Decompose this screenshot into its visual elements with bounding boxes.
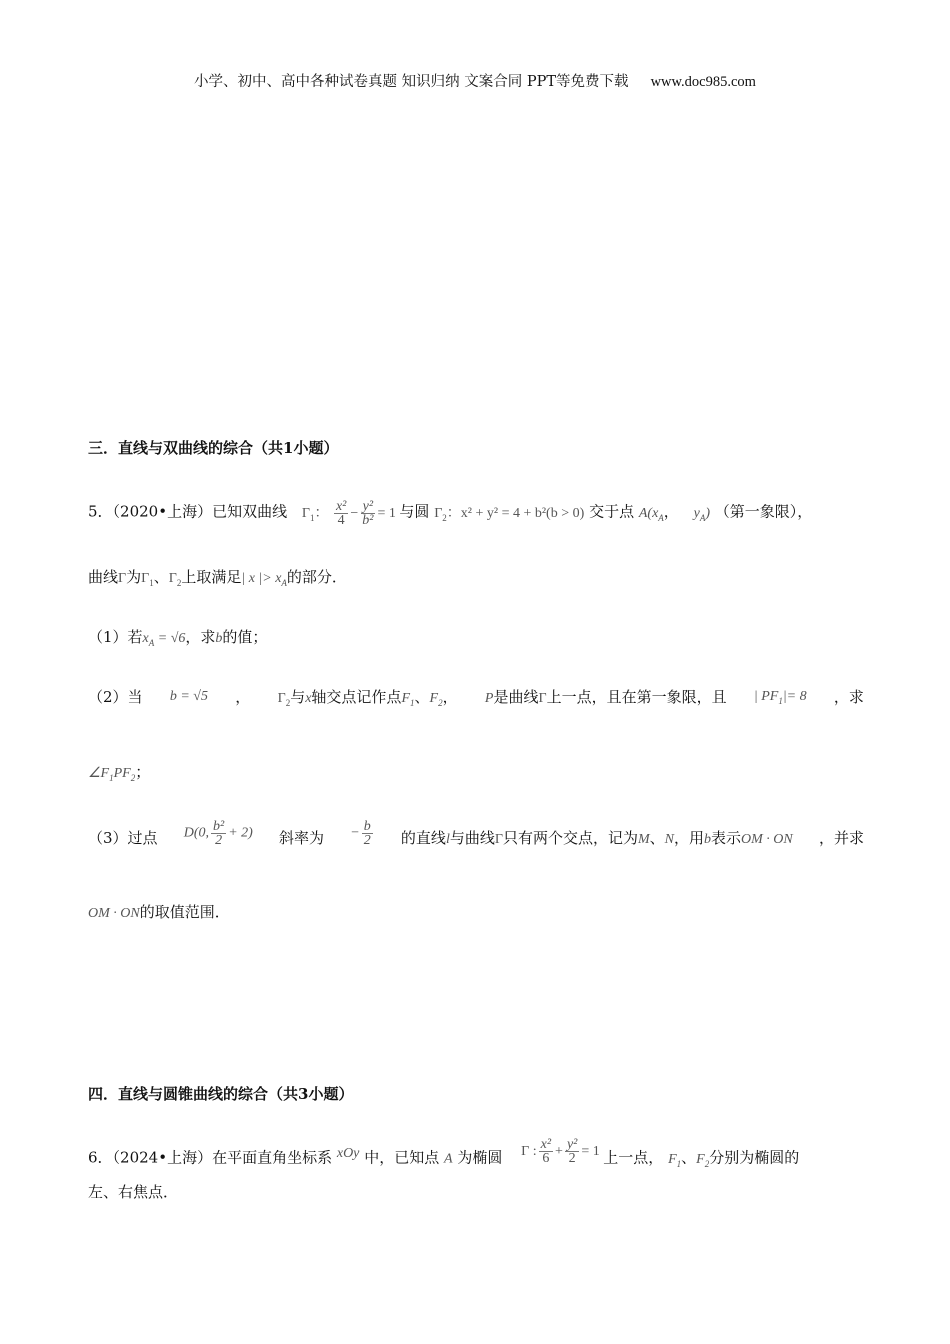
- q5-part-2-angle: $\angle F_1PF_2$；: [88, 763, 151, 783]
- header-site: www.doc985.com: [650, 74, 756, 90]
- gamma1-equation: $\Gamma_1$： $\frac{\text{x²}}{4}$ − $\frac{\text{y²}}{\text{b²}}$ = 1: [301, 499, 396, 528]
- q5-part-3-range: OM · ON的取值范围．: [88, 903, 230, 921]
- point-a: $A(x_A$: [638, 505, 664, 523]
- section-3-title: 三．直线与双曲线的综合（共1小题）: [88, 439, 339, 457]
- header-text: 小学、初中、高中各种试卷真题 知识归纳 文案合同 PPT等免费下载: [194, 74, 629, 90]
- point-d: D(0, $\frac{\text{b²}}{2}$ + 2): [183, 819, 253, 848]
- q5-part-3: （3）过点 D(0, $\frac{\text{b²}}{2}$ + 2) 斜率为 − $\frac{b}{2}$ 的直线l与曲线Γ只有两个交点，记为M、N，用b表示OM · ON ，并求: [88, 819, 864, 848]
- gamma2-equation: $\Gamma_2$：x² + y² = 4 + b²(b > 0): [434, 505, 585, 523]
- q5-part-1: （1）若$x_A = √6$，求b的值；: [88, 628, 268, 648]
- q5-part-2: （2）当 b = √5 ， $\Gamma_2$与x轴交点记作点$F_1$、$F_2$， P是曲线Γ上一点，且在第一象限，且 | $PF_1|= 8$ ，求: [88, 688, 864, 708]
- page-header: [0, 70, 950, 91]
- q5-line-1: 5．（2020•上海）已知双曲线 $\Gamma_1$： $\frac{\text{x²}}{4}$ − $\frac{\text{y²}}{\text{b²}}$ = 1 与圆 $\Gamma_2$：x² + y² = 4 + b²(b > 0) 交于点 $A(x_A$， $y_A$) （第一象限），: [88, 499, 813, 528]
- q6-line-2: 左、右焦点．: [88, 1183, 179, 1201]
- section-4-title: 四．直线与圆锥曲线的综合（共3小题）: [88, 1085, 354, 1103]
- ellipse-equation: Γ : $\frac{\text{x²}}{6}$ + $\frac{\text{y²}}{2}$ = 1: [521, 1137, 600, 1166]
- q6-line-1: 6．（2024•上海）在平面直角坐标系 xOy 中，已知点 A 为椭圆 Γ : $\frac{\text{x²}}{6}$ + $\frac{\text{y²}}{2}$ = 1 上一点， $F_1$、$F_2$分别为椭圆的: [88, 1137, 800, 1169]
- q5-line-2: 曲线Γ为$\Gamma_1$、$\Gamma_2$上取满足| x |> $x_A$的部分．: [88, 568, 347, 588]
